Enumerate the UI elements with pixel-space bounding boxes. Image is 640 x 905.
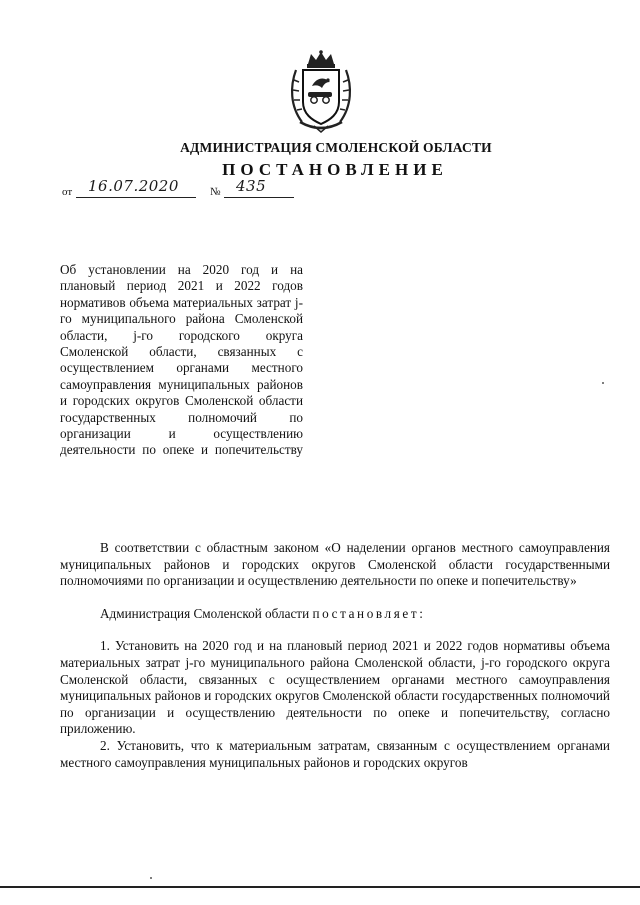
- document-body: [60, 540, 610, 771]
- organization-title: АДМИНИСТРАЦИЯ СМОЛЕНСКОЙ ОБЛАСТИ: [180, 140, 492, 155]
- document-type-title: ПОСТАНОВЛЕНИЕ: [222, 160, 448, 179]
- date-underline: [76, 197, 196, 198]
- scan-bottom-edge: [0, 886, 640, 888]
- preamble-paragraph: В соответствии с областным законом «О наделении органов местного самоуправления муниципальных районов и городских округов Смоленской области государственными полномочиями по организации и осуществлению деятельности по опеке и попечительству»: [60, 540, 610, 589]
- document-meta: [62, 177, 322, 200]
- scan-artifact: [602, 382, 604, 384]
- item-1-paragraph: 1. Установить на 2020 год и на плановый период 2021 и 2022 годов нормативы объема материальных затрат j-го муниципального района Смоленской области, j-го городского округа Смоленской области, связанных с осуществлением органами местного самоуправления муниципальных районов и городских округов Смоленской области государственных полномочий по организации и осуществлению деятельности по опеке и попечительству, согласно приложению.: [60, 638, 610, 737]
- subject-text: Об установлении на 2020 год и на плановый период 2021 и 2022 годов нормативов объема материальных затрат j-го муниципального района Смоленской области, j-го городского округа Смоленской области, связанных с осуществлением органами местного самоуправления муниципальных районов и городских округов Смоленской области государственных полномочий по организации и осуществлению деятельности по опеке и попечительству: [60, 262, 303, 458]
- number-value: 435: [236, 177, 267, 195]
- date-label: от: [62, 186, 73, 198]
- resolution-verb: постановляет:: [312, 605, 426, 621]
- number-underline: [224, 197, 294, 198]
- date-value: 16.07.2020: [88, 177, 179, 195]
- document-subject: [60, 262, 303, 459]
- item-2-paragraph: 2. Установить, что к материальным затратам, связанным с осуществлением органами местного самоуправления муниципальных районов и городских округов: [60, 737, 610, 770]
- resolution-subject: Администрация Смоленской области: [100, 605, 310, 621]
- scan-artifact: [150, 877, 152, 879]
- resolution-paragraph: [60, 606, 610, 623]
- number-label: №: [210, 186, 221, 198]
- coat-of-arms-icon: [288, 50, 354, 134]
